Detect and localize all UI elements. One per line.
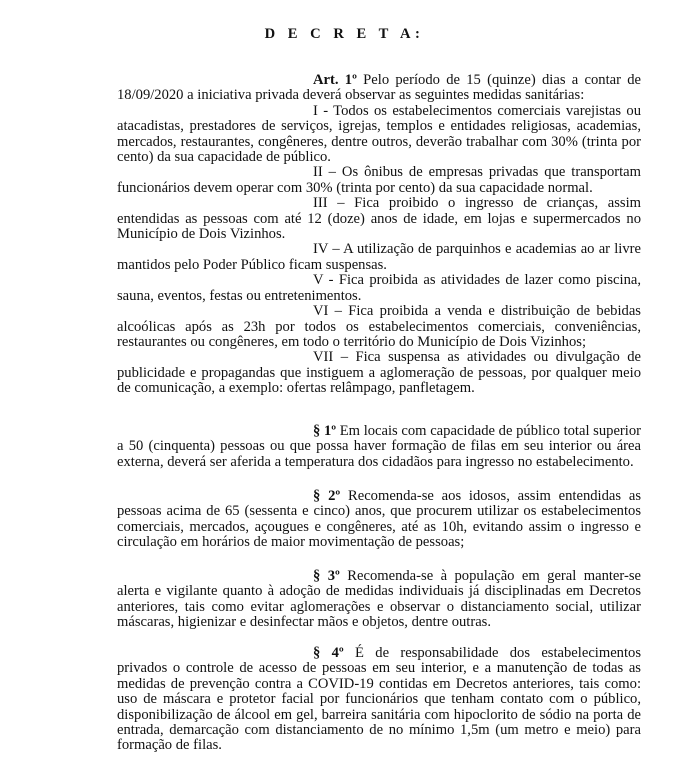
paragraph-4-label: § 4º (313, 645, 344, 661)
paragraph-2 (117, 489, 641, 551)
article-1 (117, 73, 641, 104)
paragraph-3-text: Recomenda-se à população em geral manter-se alerta e vigilante quanto à adoção de medidas individuais já disciplinadas em Decretos anteriores, tais como evitar aglomerações e observar o distanciamento social, utilizar máscaras, higienizar e desinfectar mãos e objetos, dentre outras. (117, 568, 641, 631)
paragraph-3 (117, 569, 641, 631)
item-i: I - Todos os estabelecimentos comerciais varejistas ou atacadistas, prestadores de serviços, igrejas, templos e entidades religiosas, academias, mercados, restaurantes, congêneres, dentre outros, deverão trabalhar com 30% (trinta por cento) da sua capacidade de público. (117, 102, 641, 166)
item-ii: II – Os ônibus de empresas privadas que transportam funcionários devem operar com 30% (trinta por cento) da sua capacidade normal. (117, 164, 641, 196)
item-vi: VI – Fica proibida a venda e distribuição de bebidas alcoólicas após as 23h por todos os estabelecimentos comerciais, conveniências, restaurantes ou congêneres, em todo o território do Município de Dois Vizinhos; (117, 303, 641, 350)
paragraph-2-text: Recomenda-se aos idosos, assim entendidas as pessoas acima de 65 (sessenta e cinco) anos, que procurem utilizar os estabelecimentos comerciais, mercados, açougues e congêneres, até as 10h, evitando assim o ingresso e circulação em horários de maior movimentação de pessoas; (117, 488, 641, 551)
item-iv: IV – A utilização de parquinhos e academias ao ar livre mantidos pelo Poder Público ficam suspensas. (117, 241, 641, 273)
article-1-text: Pelo período de 15 (quinze) dias a contar de 18/09/2020 a iniciativa privada deverá observar as seguintes medidas sanitárias: (117, 72, 641, 104)
decree-heading: D E C R E T A: (264, 26, 425, 42)
paragraph-3-label: § 3º (313, 568, 340, 584)
paragraph-4-text: É de responsabilidade dos estabelecimentos privados o controle de acesso de pessoas em seu interior, e a manutenção de todas as medidas de prevenção contra a COVID-19 contidas em Decretos anteriores, tais como: uso de máscara e protetor facial por funcionários que tenham contato com o público, disponibilização de álcool em gel, barreira sanitária com hipoclorito de sódio na porta de entrada, demarcação com distanciamento de no mínimo 1,5m (um metro e meio) para formação de filas. (117, 645, 642, 754)
article-1-block (117, 73, 641, 397)
item-vii: VII – Fica suspensa as atividades ou divulgação de publicidade e propagandas que instiguem a aglomeração de pessoas, por qualquer meio de comunicação, a exemplo: ofertas relâmpago, panfletagem. (117, 349, 641, 397)
paragraph-1 (117, 424, 641, 470)
item-v: V - Fica proibida as atividades de lazer como piscina, sauna, eventos, festas ou entretenimentos. (117, 272, 641, 304)
paragraph-1-text: Em locais com capacidade de público total superior a 50 (cinquenta) pessoas ou que possa haver formação de filas em seu interior ou área externa, deverá ser aferida a temperatura dos cidadãos para ingresso no estabelecimento. (117, 423, 641, 470)
paragraph-2-label: § 2º (313, 488, 341, 504)
item-iii: III – Fica proibido o ingresso de crianças, assim entendidas as pessoas com até 12 (doze) anos de idade, em lojas e supermercados no Município de Dois Vizinhos. (117, 195, 641, 243)
paragraph-1-label: § 1º (313, 423, 337, 439)
paragraph-4 (117, 646, 641, 754)
article-1-label: Art. 1º (313, 72, 357, 88)
